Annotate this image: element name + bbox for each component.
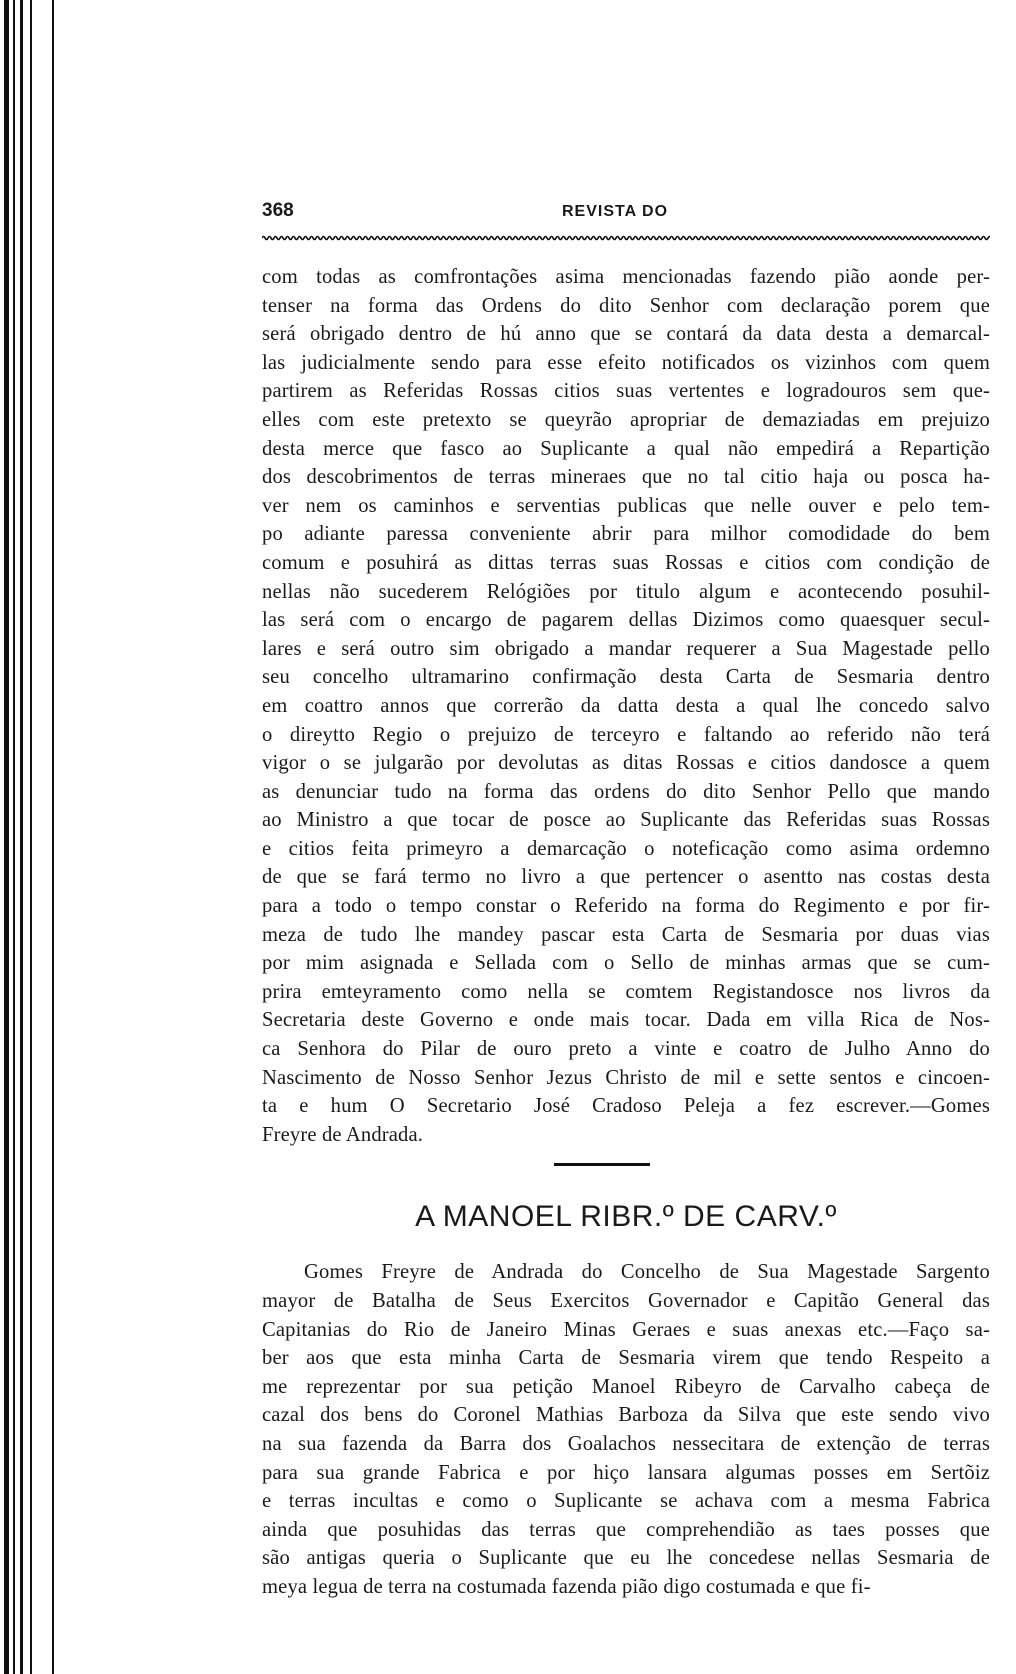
text-line: ta e hum O Secretario José Cradoso Peleja a fez escrever.—Gomes [262,1095,990,1118]
text-line: tenser na forma das Ordens do dito Senhor com declaração porem que [262,294,990,317]
section-separator [554,1163,650,1166]
text-line: ainda que posuhidas das terras que comprehendião as taes posses que [262,1518,990,1541]
text-line: para sua grande Fabrica e por hiço lansara algumas posses em Sertõiz [262,1461,990,1484]
text-line: será obrigado dentro de hú anno que se contará da data desta a demarcal- [262,323,990,346]
text-line: para a todo o tempo constar o Referido na forma do Regimento e por fir- [262,895,990,918]
text-line: mayor de Batalha de Seus Exercitos Governador e Capitão General das [262,1290,990,1312]
text-line: ver nem os caminhos e serventias publicas que nelle ouver e pelo tem- [262,494,990,517]
document-page [262,200,990,1602]
text-line: cazal dos bens do Coronel Mathias Barboza da Silva que este sendo vivo [262,1404,990,1427]
text-line: las será com o encargo de pagarem dellas Dizimos como quaesquer secul- [262,609,990,632]
text-line: e terras incultas e como o Suplicante se achava com a mesma Fabrica [262,1490,990,1513]
body-paragraph-1 [262,263,990,1149]
text-line: ber aos que esta minha Carta de Sesmaria virem que tendo Respeito a [262,1347,990,1370]
page-header [262,200,990,230]
text-line: Freyre de Andrada. [262,1123,424,1146]
text-line: Capitanias do Rio de Janeiro Minas Geraes e suas anexas etc.—Faço sa- [262,1318,990,1341]
text-line: na sua fazenda da Barra dos Goalachos nessecitara de extenção de terras [262,1432,990,1455]
text-line: com todas as comfrontações asima mencionadas fazendo pião aonde per- [262,266,990,288]
text-line: lares e será outro sim obrigado a mandar requerer a Sua Magestade pello [262,637,990,660]
text-line: po adiante paressa conveniente abrir para milhor comodidade do bem [262,523,990,546]
text-line: las judicialmente sendo para esse efeito notificados os vizinhos com quem [262,351,990,374]
text-line: Gomes Freyre de Andrada do Concelho de Sua Magestade Sargento [304,1261,990,1284]
text-line: nellas não sucederem Relógiões por titulo algum e acontecendo posuhil- [262,580,990,603]
text-line: Secretaria deste Governo e onde mais tocar. Dada em villa Rica de Nos- [262,1009,990,1032]
text-line: Nascimento de Nosso Senhor Jezus Christo de mil e sette sentos e cincoen- [262,1066,990,1089]
text-line: desta merce que fasco ao Suplicante a qual não empedirá a Repartição [262,437,990,460]
text-line: me reprezentar por sua petição Manoel Ribeyro de Carvalho cabeça de [262,1375,990,1398]
text-line: as denunciar tudo na forma das ordens do dito Senhor Pello que mando [262,780,990,803]
text-line: meya legua de terra na costumada fazenda pião digo costumada e que fi- [262,1575,871,1598]
header-wavy-rule [262,233,990,243]
text-line: vigor o se julgarão por devolutas as ditas Rossas e citios dandosce a quem [262,752,990,775]
text-line: elles com este pretexto se queyrão apropriar de demaziadas em prejuizo [262,408,990,431]
text-line: de que se fará termo no livro a que pertencer o asentto nas costas desta [262,866,990,889]
running-title: REVISTA DO [562,203,669,220]
page-number: 368 [262,200,294,221]
text-line: por mim asignada e Sellada com o Sello de minhas armas que se cum- [262,952,990,975]
text-line: são antigas queria o Suplicante que eu lhe concedese nellas Sesmaria de [262,1547,990,1570]
text-line: meza de tudo lhe mandey pascar esta Carta de Sesmaria por duas vias [262,923,990,946]
text-line: seu concelho ultramarino confirmação desta Carta de Sesmaria dentro [262,666,990,689]
body-paragraph-2 [262,1258,990,1601]
section-title: A MANOEL RIBR.º DE CARV.º [415,1200,837,1234]
text-line: o direytto Regio o prejuizo de terceyro e faltando ao referido não terá [262,723,990,746]
text-line: prira emteyramento como nella se comtem Registandosce nos livros da [262,980,990,1003]
text-line: comum e posuhirá as dittas terras suas Rossas e citios com condição de [262,551,990,574]
text-line: em coattro annos que correrão da datta desta a qual lhe concedo salvo [262,694,990,717]
text-line: partirem as Referidas Rossas citios suas vertentes e logradouros sem que- [262,380,990,403]
text-line: dos descobrimentos de terras mineraes que no tal citio haja ou posca ha- [262,466,990,489]
book-binding-edge [0,0,62,1674]
text-line: ca Senhora do Pilar de ouro preto a vinte e coatro de Julho Anno do [262,1038,990,1061]
text-line: ao Ministro a que tocar de posce ao Suplicante das Referidas suas Rossas [262,809,990,832]
text-line: e citios feita primeyro a demarcação o noteficação como asima ordemno [262,837,990,860]
